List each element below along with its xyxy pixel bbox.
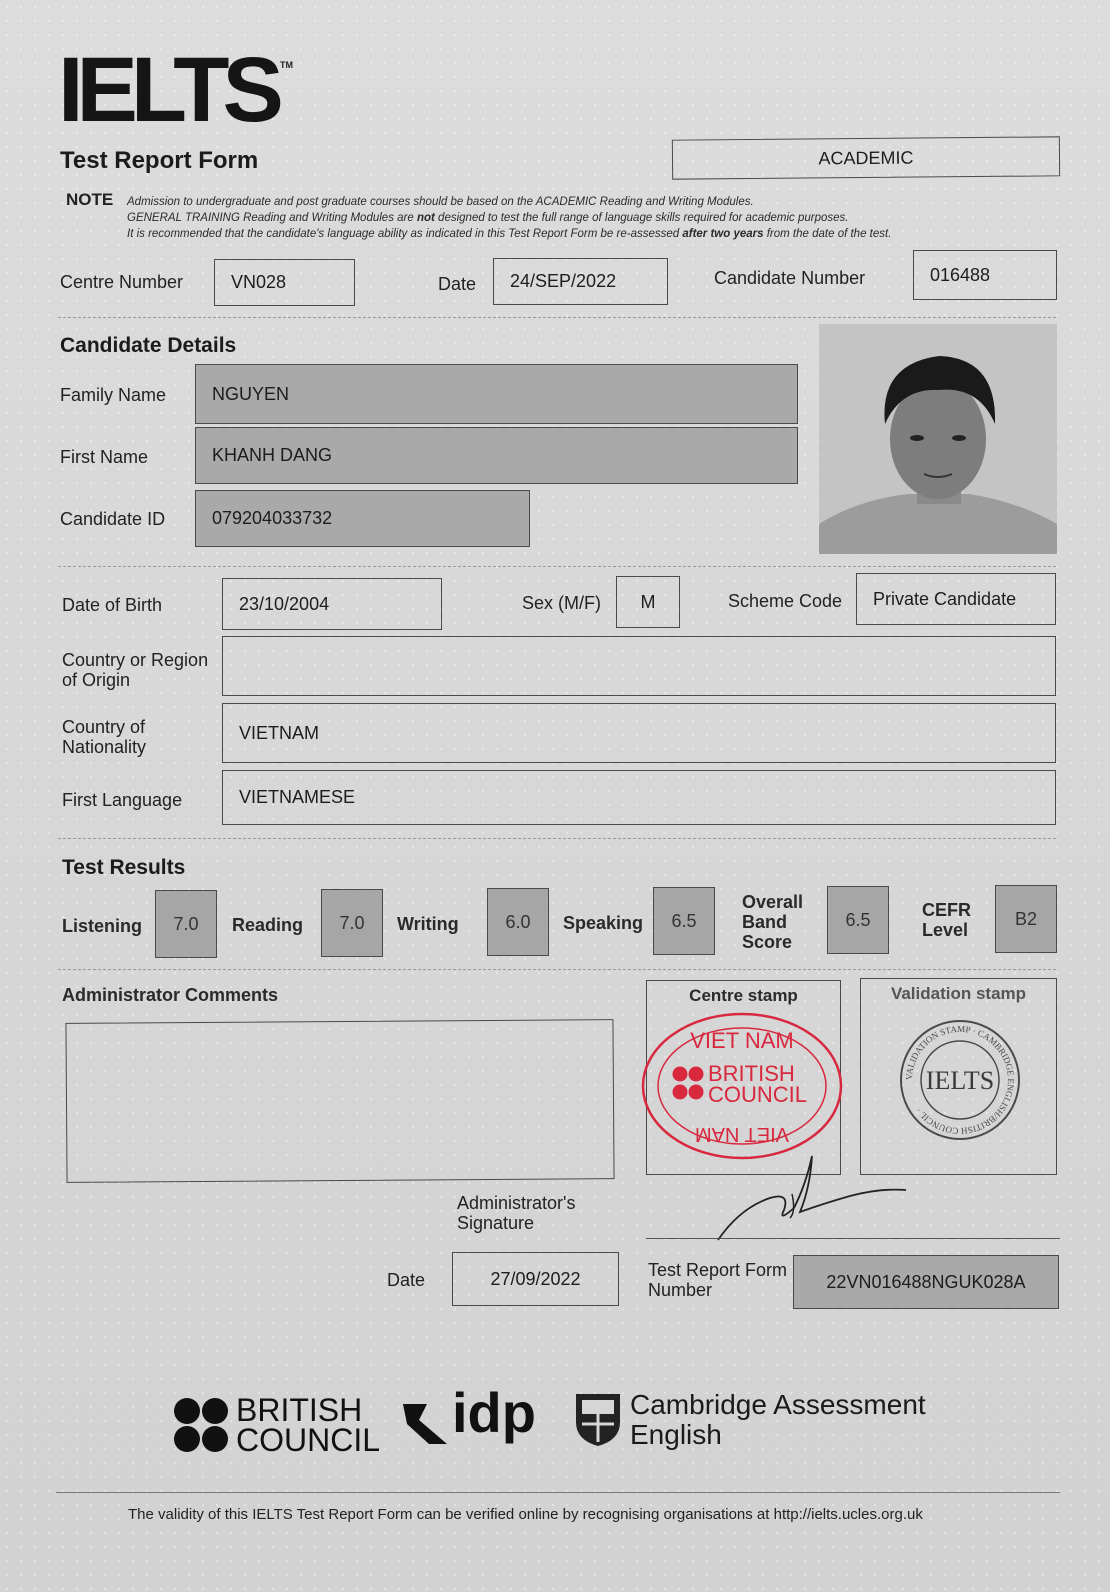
note-line-2 (127, 210, 848, 226)
candidate-id-value: 079204033732 (195, 490, 530, 547)
ielts-logo-text: IELTS (58, 39, 277, 141)
trf-number-label-1: Test Report Form (648, 1260, 788, 1280)
verification-note: The validity of this IELTS Test Report Form can be verified online by recognising organisations at http://ielts.ucles.org.uk (128, 1506, 923, 1523)
overall-label-3: Score (742, 932, 793, 952)
first-name-value: KHANH DANG (195, 427, 798, 484)
signature-label-1: Administrator's (457, 1193, 576, 1213)
footer-cambridge-text-2: English (630, 1419, 722, 1450)
idp-logo-mark (397, 1394, 453, 1450)
footer-bc-text-2: COUNCIL (236, 1422, 381, 1458)
family-name-value: NGUYEN (195, 364, 798, 424)
divider-4 (58, 969, 1056, 970)
reading-score: 7.0 (321, 889, 383, 957)
note-line-3c: from the date of the test. (763, 228, 892, 240)
dob-label: Date of Birth (62, 595, 163, 615)
admin-date-label: Date (387, 1270, 426, 1290)
stamp-bc-2: COUNCIL (708, 1082, 808, 1107)
admin-comments-box (65, 1019, 614, 1183)
overall-label-2: Band (742, 912, 787, 932)
footer-divider (56, 1492, 1060, 1493)
scheme-code-label: Scheme Code (728, 591, 843, 611)
overall-score: 6.5 (827, 886, 889, 954)
writing-label: Writing (397, 914, 459, 934)
trf-number-label-2: Number (648, 1280, 713, 1300)
stamp-bc-1: BRITISH (708, 1061, 795, 1086)
dob-value: 23/10/2004 (222, 578, 442, 630)
candidate-details-title: Candidate Details (60, 334, 237, 357)
centre-stamp-label: Centre stamp (689, 986, 798, 1005)
signature-line (646, 1238, 1060, 1239)
centre-number-label: Centre Number (60, 272, 184, 292)
signature-label-2: Signature (457, 1213, 535, 1233)
first-language-label: First Language (62, 790, 183, 810)
centre-number-value: VN028 (214, 259, 355, 306)
divider-2 (58, 566, 1056, 567)
candidate-number-value: 016488 (913, 250, 1057, 300)
sex-value: M (616, 576, 680, 628)
stamp-top-text: VIET NAM (690, 1028, 794, 1053)
candidate-id-label: Candidate ID (60, 509, 166, 529)
sex-label: Sex (M/F) (522, 593, 601, 613)
overall-label-1: Overall (742, 892, 804, 912)
nationality-label-1: Country of (62, 717, 146, 737)
cefr-label-2: Level (922, 920, 969, 940)
speaking-label: Speaking (563, 913, 644, 933)
form-title: Test Report Form (60, 147, 259, 174)
note-line-3a: It is recommended that the candidate's language ability as indicated in this Test Report Form be re-assessed (127, 228, 683, 240)
cefr-level: B2 (995, 885, 1057, 953)
note-line-2a: GENERAL TRAINING Reading and Writing Modules are (127, 212, 417, 224)
footer-idp-text: idp (452, 1381, 536, 1444)
test-results-title: Test Results (62, 856, 186, 879)
nationality-value: VIETNAM (222, 703, 1056, 763)
administrator-signature (700, 1148, 920, 1248)
divider-1 (58, 317, 1056, 318)
footer-bc-text-1: BRITISH (236, 1392, 363, 1428)
listening-score: 7.0 (155, 890, 217, 958)
ielts-logo (58, 39, 277, 141)
cefr-label-1: CEFR (922, 900, 971, 920)
note-line-3 (127, 226, 891, 242)
origin-label-1: Country or Region (62, 650, 209, 670)
admin-comments-label: Administrator Comments (62, 985, 279, 1005)
stamp-bottom-text: VIET NAM (694, 1123, 790, 1145)
ielts-validation-seal (898, 1018, 1022, 1142)
note-label: NOTE (66, 190, 114, 209)
candidate-photo (819, 324, 1057, 554)
first-name-label: First Name (60, 447, 149, 467)
cambridge-crest-icon (574, 1392, 622, 1448)
trademark-mark: TM (280, 60, 293, 70)
british-council-stamp (640, 1010, 844, 1162)
validation-stamp-label: Validation stamp (890, 984, 1027, 1003)
scheme-code-value: Private Candidate (856, 573, 1056, 625)
reading-label: Reading (232, 915, 304, 935)
note-line-2c: designed to test the full range of language skills required for academic purposes. (434, 212, 849, 224)
listening-label: Listening (62, 916, 142, 936)
origin-value (222, 636, 1056, 696)
trf-number-value: 22VN016488NGUK028A (793, 1255, 1059, 1309)
note-line-2b: not (416, 212, 435, 224)
footer-cambridge-text-1: Cambridge Assessment (630, 1389, 926, 1420)
origin-label-2: of Origin (62, 670, 131, 690)
module-box: ACADEMIC (672, 136, 1060, 179)
seal-center-text: IELTS (925, 1066, 995, 1095)
family-name-label: Family Name (60, 385, 167, 405)
first-language-value: VIETNAMESE (222, 770, 1056, 825)
divider-3 (58, 838, 1056, 839)
seal-ring-text: VALIDATION STAMP · CAMBRIDGE ENGLISH/BRITISH COUNCIL · (903, 1023, 1017, 1137)
note-line-3b: after two years (682, 228, 764, 240)
speaking-score: 6.5 (653, 887, 715, 955)
candidate-number-label: Candidate Number (714, 268, 866, 288)
date-value: 24/SEP/2022 (493, 258, 668, 305)
date-label: Date (438, 274, 477, 294)
admin-date-value: 27/09/2022 (452, 1252, 619, 1306)
writing-score: 6.0 (487, 888, 549, 956)
note-line-1: Admission to undergraduate and post graduate courses should be based on the ACADEMIC Reading and Writing Modules. (127, 196, 754, 208)
nationality-label-2: Nationality (62, 737, 147, 757)
british-council-logo (172, 1396, 232, 1456)
